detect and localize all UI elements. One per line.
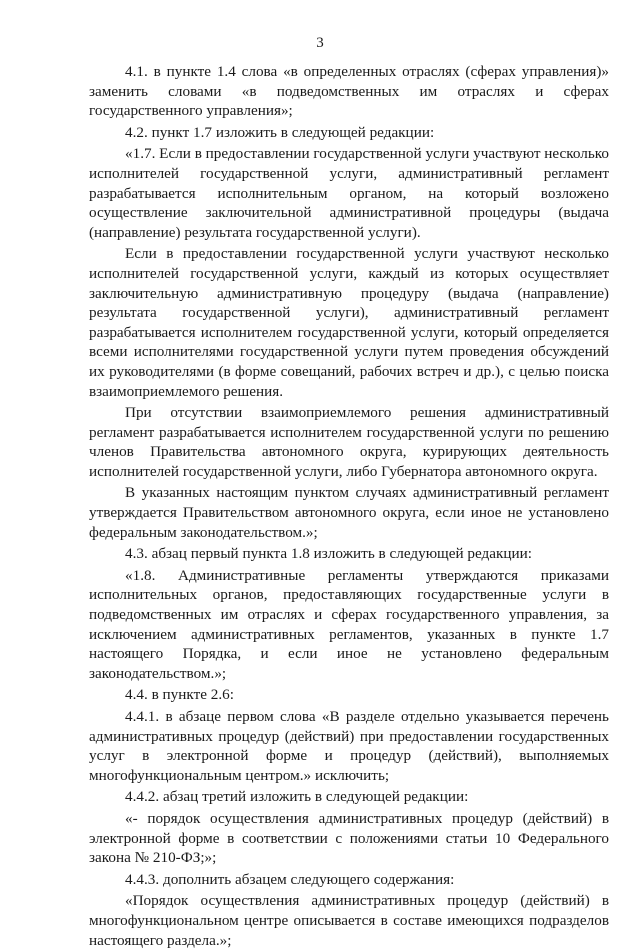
page-number: 3 — [316, 35, 324, 51]
paragraph-4-4-2: 4.4.2. абзац третий изложить в следующей редакции: — [125, 788, 469, 806]
paragraph-approval: В указанных настоящим пунктом случаях административный регламент утверждается Правительством автономного округа, если иное не установлено федеральным законодательством.»; — [89, 484, 609, 541]
paragraph-4-2: 4.2. пункт 1.7 изложить в следующей редакции: — [125, 123, 435, 141]
paragraph-4-1: 4.1. в пункте 1.4 слова «в определенных отраслях (сферах управления)» заменить словами «в подведомственных им отраслях и сферах государственного управления»; — [89, 63, 609, 120]
paragraph-no-agreement: При отсутствии взаимоприемлемого решения административный регламент разрабатывается исполнителем государственной услуги по решению членов Правительства автономного округа, курирующих деятельность исполнителей государственной услуги, либо Губернатора автономного округа. — [89, 404, 609, 480]
paragraph-4-4-2-quote: «- порядок осуществления административных процедур (действий) в электронной форме в соответствии с положениями статьи 10 Федерального закона № 210-ФЗ;»; — [89, 809, 609, 867]
paragraph-multiple-executors: Если в предоставлении государственной услуги участвуют несколько исполнителей государственной услуги, каждый из которых осуществляет заключительную административную процедуру (выдача (направление) результата государственной услуги), административный регламент разрабатывается исполнителем государственной услуги, который определяется всеми исполнителями государственной услуги путем проведения обсуждений их руководителями (в форме совещаний, рабочих встреч и др.), с целью поиска взаимоприемлемого решения. — [89, 245, 609, 400]
paragraph-4-4: 4.4. в пункте 2.6: — [125, 686, 234, 704]
paragraph-1-7-quote: «1.7. Если в предоставлении государственной услуги участвуют несколько исполнителей государственной услуги, административный регламент разрабатывается исполнительным органом, на который возложено осуществление заключительной административной процедуры (выдача (направление) результата государственной услуги). — [89, 145, 609, 241]
paragraph-4-4-3: 4.4.3. дополнить абзацем следующего содержания: — [125, 870, 455, 888]
paragraph-4-3: 4.3. абзац первый пункта 1.8 изложить в следующей редакции: — [125, 545, 532, 563]
document-body — [89, 62, 609, 952]
paragraph-4-4-1: 4.4.1. в абзаце первом слова «В разделе отдельно указывается перечень административных процедур (действий) при предоставлении государственных услуг в электронной форме и процедур (действий), выполняемых многофункциональным центром.» исключить; — [89, 708, 609, 784]
paragraph-4-4-3-quote: «Порядок осуществления административных процедур (действий) в многофункциональном центре описывается в составе имеющихся подразделов настоящего раздела.»; — [89, 892, 609, 949]
paragraph-1-8-quote: «1.8. Административные регламенты утверждаются приказами исполнительных органов, предоставляющих государственные услуги в подведомственных им отраслях и сферах государственного управления, за исключением административных регламентов, указанных в пункте 1.7 настоящего Порядка, и если иное не установлено федеральным законодательством.»; — [89, 566, 609, 682]
